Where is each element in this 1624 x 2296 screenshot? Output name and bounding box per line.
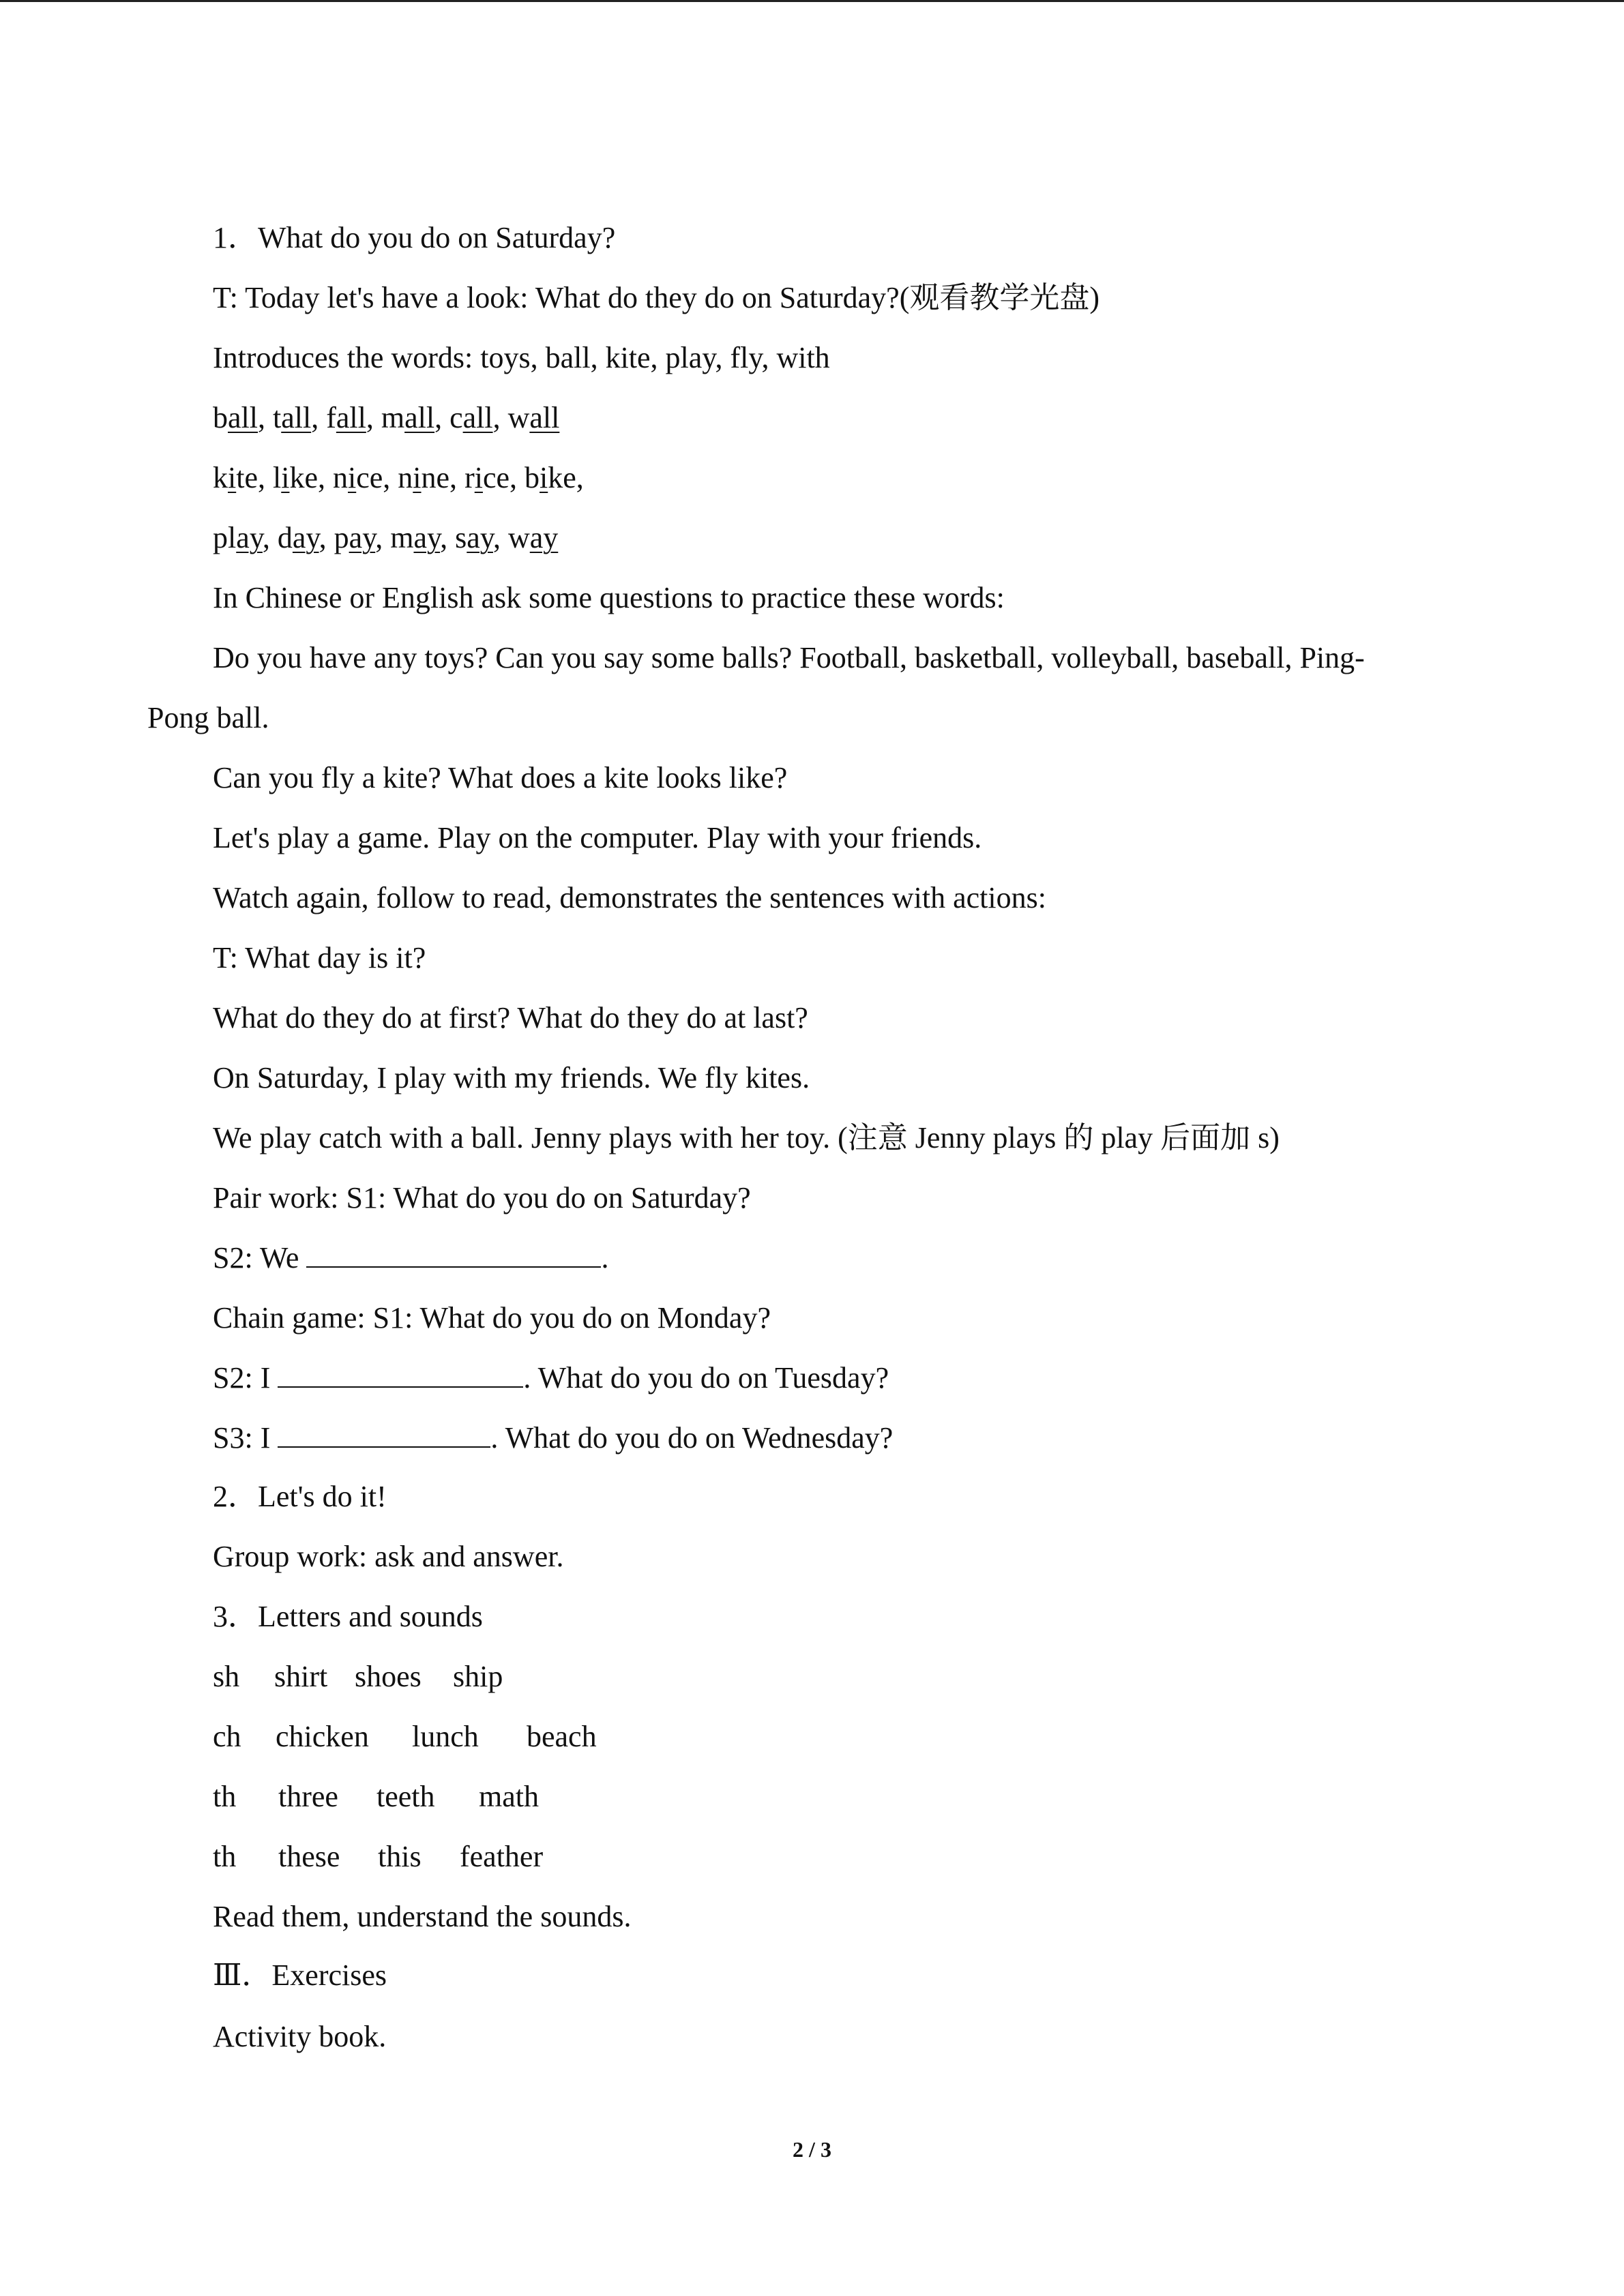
phonics-word: call, (449, 401, 508, 434)
paragraph-continuation: Pong ball. (147, 701, 269, 734)
underlined-letters: i (474, 461, 483, 494)
underlined-letters: i (540, 461, 548, 494)
sound-example-word: feather (460, 1840, 544, 1873)
underlined-letters: i (281, 461, 290, 494)
paragraph: T: Today let's have a look: What do they do on Saturday?(观看教学光盘) (213, 281, 1099, 314)
section-heading-exercises: Ⅲ．Exercises (213, 1958, 387, 1992)
fill-in-suffix: . What do you do on Wednesday? (490, 1421, 894, 1455)
sound-letters: ch (213, 1720, 241, 1753)
blank-underline (278, 1446, 490, 1448)
paragraph: Do you have any toys? Can you say some balls? Football, basketball, volleyball, baseball, Ping- (213, 641, 1365, 674)
paragraph: Introduces the words: toys, ball, kite, play, fly, with (213, 341, 830, 374)
sound-example-word: this (378, 1840, 422, 1873)
sound-letters: th (213, 1780, 237, 1813)
fill-in-line (213, 1423, 893, 1453)
paragraph: T: What day is it? (213, 941, 426, 974)
phonics-word: kite, (213, 461, 273, 494)
paragraph: Pair work: S1: What do you do on Saturday? (213, 1181, 751, 1214)
paragraph: In Chinese or English ask some questions to practice these words: (213, 581, 1005, 614)
paragraph: Watch again, follow to read, demonstrates the sentences with actions: (213, 881, 1046, 914)
word-row-i (213, 463, 584, 493)
paragraph: Activity book. (213, 2020, 387, 2053)
paragraph: Chain game: S1: What do you do on Monday? (213, 1301, 771, 1335)
section-heading-2: 2．Let's do it! (213, 1480, 387, 1513)
fill-in-prefix: S2: We (213, 1241, 307, 1274)
phonics-word: pay, (334, 521, 391, 554)
underlined-letters: all (404, 401, 435, 434)
blank-underline (278, 1386, 523, 1388)
phonics-word: way (507, 521, 559, 554)
phonics-word: like, (273, 461, 333, 494)
phonics-word: nine, (398, 461, 465, 494)
paragraph: What do they do at first? What do they do at last? (213, 1001, 808, 1034)
phonics-word: mall, (381, 401, 450, 434)
phonics-word: tall, (272, 401, 327, 434)
underlined-letters: ay (413, 521, 441, 554)
phonics-word: fall, (326, 401, 381, 434)
underlined-letters: i (228, 461, 237, 494)
sound-example-word: lunch (412, 1720, 479, 1753)
sound-example-word: teeth (377, 1780, 435, 1813)
fill-in-line (213, 1243, 608, 1273)
fill-in-suffix: . What do you do on Tuesday? (523, 1361, 889, 1395)
sound-example-word: ship (453, 1660, 503, 1693)
underlined-letters: i (413, 461, 422, 494)
sound-letters: th (213, 1840, 237, 1873)
underlined-letters: ay (529, 521, 559, 554)
underlined-letters: all (529, 401, 560, 434)
paragraph: We play catch with a ball. Jenny plays with her toy. (注意 Jenny plays 的 play 后面加 s) (213, 1121, 1280, 1154)
underlined-letters: ay (349, 521, 376, 554)
underlined-letters: all (228, 401, 258, 434)
paragraph: Let's play a game. Play on the computer. Play with your friends. (213, 821, 982, 854)
phonics-word: wall (507, 401, 560, 434)
fill-in-prefix: S2: I (213, 1361, 278, 1395)
section-heading-3: 3．Letters and sounds (213, 1600, 483, 1633)
paragraph: Can you fly a kite? What does a kite looks like? (213, 761, 788, 794)
underlined-letters: ay (292, 521, 319, 554)
page-number: 2 / 3 (793, 2137, 831, 2162)
paragraph: On Saturday, I play with my friends. We fly kites. (213, 1061, 810, 1094)
phonics-word: bike, (525, 461, 584, 494)
phonics-word: play, (213, 521, 278, 554)
phonics-word: nice, (333, 461, 398, 494)
phonics-word: say, (455, 521, 508, 554)
underlined-letters: all (462, 401, 493, 434)
phonics-word: ball, (213, 401, 273, 434)
sound-example-word: these (278, 1840, 340, 1873)
phonics-word: rice, (464, 461, 525, 494)
underlined-letters: all (336, 401, 366, 434)
phonics-word: day, (277, 521, 334, 554)
word-row-ay (213, 523, 558, 553)
fill-in-line (213, 1363, 889, 1393)
sound-example-word: shirt (274, 1660, 328, 1693)
sound-example-word: shoes (355, 1660, 422, 1693)
sound-letters: sh (213, 1660, 240, 1693)
underlined-letters: ay (236, 521, 263, 554)
word-row-all (213, 403, 559, 433)
underlined-letters: i (348, 461, 357, 494)
paragraph: Read them, understand the sounds. (213, 1900, 632, 1933)
section-heading-1: 1．What do you do on Saturday? (213, 221, 616, 254)
blank-underline (306, 1266, 601, 1268)
sound-example-word: chicken (276, 1720, 369, 1753)
sound-example-word: math (479, 1780, 539, 1813)
sound-example-word: beach (527, 1720, 597, 1753)
paragraph: Group work: ask and answer. (213, 1540, 564, 1573)
sound-example-word: three (278, 1780, 338, 1813)
fill-in-suffix: . (601, 1241, 609, 1274)
fill-in-prefix: S3: I (213, 1421, 278, 1455)
phonics-word: may, (390, 521, 456, 554)
underlined-letters: ay (467, 521, 493, 554)
underlined-letters: all (281, 401, 312, 434)
